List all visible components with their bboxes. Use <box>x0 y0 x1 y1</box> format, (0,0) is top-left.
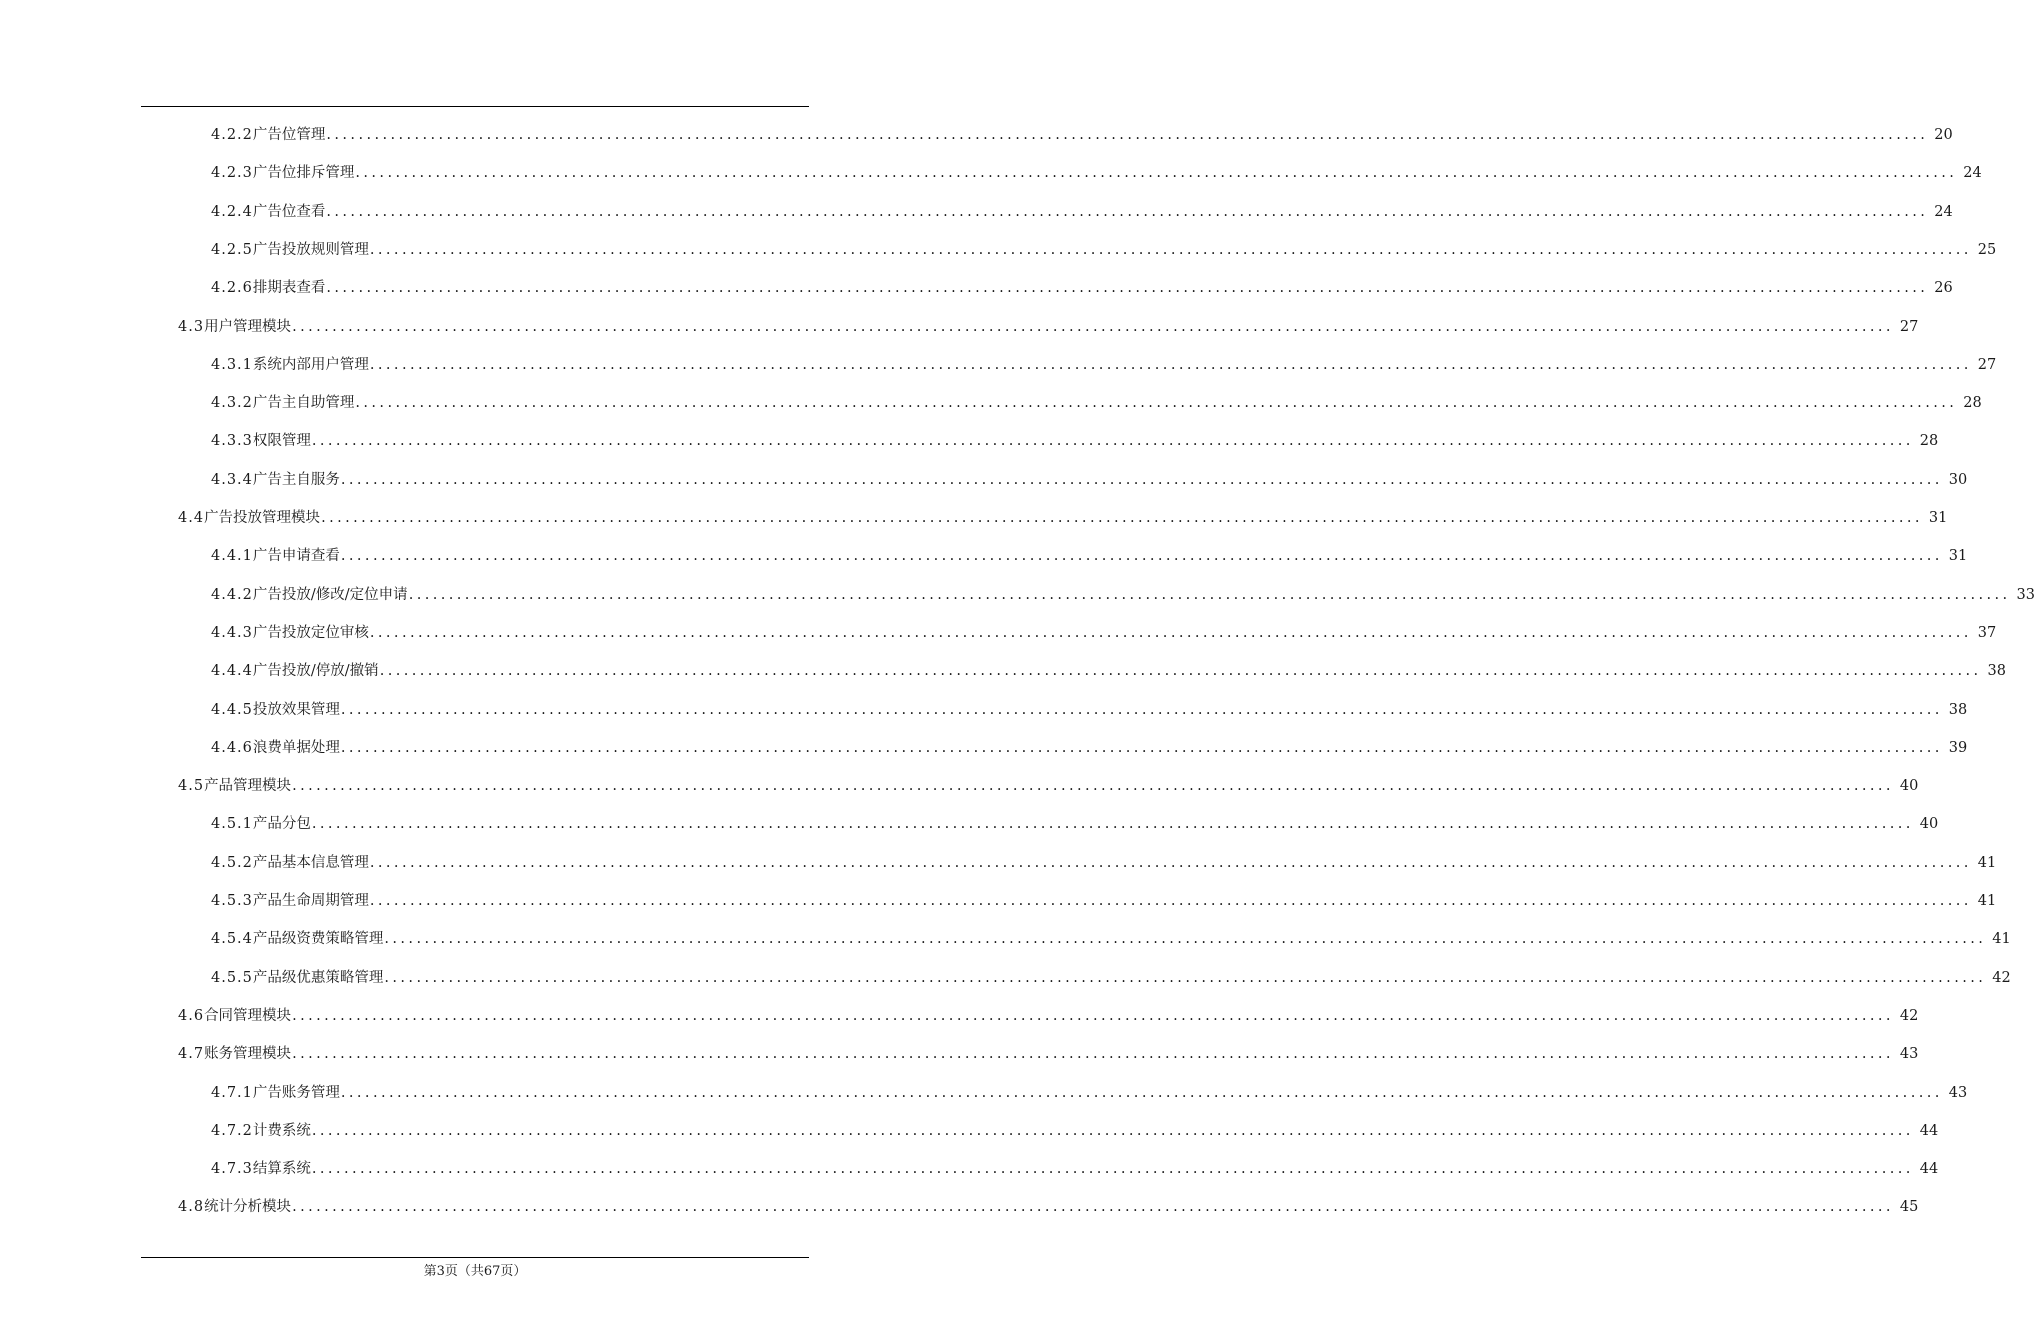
toc-entry[interactable] <box>178 499 1948 537</box>
toc-entry-title: 广告投放/停放/撤销 <box>252 663 379 680</box>
toc-entry-title: 广告投放规则管理 <box>252 241 369 258</box>
toc-entry[interactable] <box>211 537 1968 575</box>
toc-dot-leader: ........................................................................................................................................................................................................ <box>326 280 1929 297</box>
toc-entry[interactable] <box>211 346 1997 384</box>
toc-dot-leader: ........................................................................................................................................................................................................ <box>384 931 1987 948</box>
header-rule <box>141 106 809 107</box>
toc-entry[interactable] <box>178 767 1919 805</box>
toc-entry-title: 排期表查看 <box>252 280 326 297</box>
toc-dot-leader: ........................................................................................................................................................................................................ <box>292 1199 1894 1216</box>
toc-entry-title: 合同管理模块 <box>204 1007 292 1024</box>
toc-entry-number: 4.5.1 <box>211 816 253 833</box>
toc-entry-title: 产品级资费策略管理 <box>252 931 384 948</box>
toc-entry-title: 广告投放/修改/定位申请 <box>252 586 408 603</box>
toc-entry-page: 43 <box>1899 1046 1919 1063</box>
toc-entry-number: 4.7 <box>178 1046 205 1063</box>
toc-entry-page: 31 <box>1948 548 1968 565</box>
toc-entry[interactable] <box>211 1112 1939 1150</box>
toc-entry-page: 40 <box>1919 816 1939 833</box>
toc-entry-number: 4.7.3 <box>211 1161 253 1178</box>
toc-entry-number: 4.4.1 <box>211 548 253 565</box>
toc-dot-leader: ........................................................................................................................................................................................................ <box>321 510 1923 526</box>
toc-entry[interactable] <box>211 231 1997 269</box>
toc-entry-page: 38 <box>1987 663 2006 680</box>
toc-dot-leader: ........................................................................................................................................................................................................ <box>340 701 1943 718</box>
toc-entry-page: 33 <box>2016 586 2035 603</box>
toc-entry-page: 43 <box>1948 1084 1968 1101</box>
toc-entry-page: 39 <box>1948 739 1968 756</box>
toc-entry-number: 4.3.2 <box>211 395 253 412</box>
toc-entry-number: 4.7.2 <box>211 1122 253 1139</box>
toc-entry[interactable] <box>211 729 1968 767</box>
toc-dot-leader: ........................................................................................................................................................................................................ <box>369 893 1972 909</box>
toc-entry-number: 4.5.4 <box>211 931 253 948</box>
toc-entry-title: 统计分析模块 <box>204 1199 292 1216</box>
toc-entry[interactable] <box>211 461 1968 499</box>
footer-rule <box>141 1257 809 1258</box>
toc-dot-leader: ........................................................................................................................................................................................................ <box>340 471 1943 488</box>
toc-entry[interactable] <box>211 116 1953 154</box>
toc-entry-page: 45 <box>1899 1199 1919 1216</box>
toc-entry-title: 广告位管理 <box>252 127 326 143</box>
toc-entry-page: 40 <box>1899 778 1919 795</box>
toc-entry[interactable] <box>178 1035 1919 1073</box>
toc-entry-number: 4.2.4 <box>211 203 253 220</box>
toc-entry[interactable] <box>178 308 1919 346</box>
toc-entry[interactable] <box>211 959 2011 997</box>
toc-dot-leader: ........................................................................................................................................................................................................ <box>340 548 1943 565</box>
toc-dot-leader: ........................................................................................................................................................................................................ <box>292 318 1894 335</box>
toc-entry[interactable] <box>211 844 1997 882</box>
toc-entry[interactable] <box>178 1188 1919 1226</box>
toc-dot-leader: ........................................................................................................................................................................................................ <box>292 778 1894 795</box>
toc-dot-leader: ........................................................................................................................................................................................................ <box>311 1122 1914 1139</box>
toc-entry-title: 用户管理模块 <box>204 318 292 335</box>
toc-entry-number: 4.8 <box>178 1199 205 1216</box>
toc-entry[interactable] <box>211 614 1997 652</box>
toc-entry-title: 账务管理模块 <box>204 1046 292 1063</box>
toc-entry-title: 计费系统 <box>252 1122 311 1139</box>
toc-entry[interactable] <box>211 691 1968 729</box>
toc-dot-leader: ........................................................................................................................................................................................................ <box>369 854 1972 871</box>
toc-entry-number: 4.4.3 <box>211 624 253 641</box>
toc-entry-title: 广告账务管理 <box>252 1084 340 1101</box>
toc-entry-title: 产品级优惠策略管理 <box>252 969 384 986</box>
toc-entry-title: 产品分包 <box>252 816 311 833</box>
toc-entry-page: 24 <box>1963 165 1982 182</box>
toc-entry-title: 广告主自服务 <box>252 471 340 488</box>
toc-entry-page: 31 <box>1928 510 1948 526</box>
toc-entry-page: 20 <box>1934 127 1953 143</box>
toc-entry-title: 投放效果管理 <box>252 701 340 718</box>
toc-entry-title: 产品基本信息管理 <box>252 854 369 871</box>
toc-entry-number: 4.4.6 <box>211 739 253 756</box>
toc-dot-leader: ........................................................................................................................................................................................................ <box>369 356 1972 373</box>
toc-entry-page: 24 <box>1934 203 1953 220</box>
toc-entry[interactable] <box>211 576 2035 614</box>
toc-entry-number: 4.4.2 <box>211 586 253 603</box>
toc-entry-title: 权限管理 <box>252 433 311 450</box>
toc-entry-number: 4.2.3 <box>211 165 253 182</box>
toc-entry-page: 27 <box>1977 356 1997 373</box>
toc-entry-number: 4.5.5 <box>211 969 253 986</box>
toc-entry-number: 4.3.4 <box>211 471 253 488</box>
toc-entry-page: 28 <box>1919 433 1939 450</box>
toc-dot-leader: ........................................................................................................................................................................................................ <box>340 1084 1943 1101</box>
toc-entry[interactable] <box>211 1074 1968 1112</box>
toc-entry-number: 4.5.2 <box>211 854 253 871</box>
toc-entry-title: 广告投放定位审核 <box>252 624 369 641</box>
toc-entry-page: 28 <box>1963 395 1982 412</box>
toc-entry-number: 4.4 <box>178 510 205 526</box>
toc-entry-page: 38 <box>1948 701 1968 718</box>
toc-entry[interactable] <box>211 805 1939 843</box>
toc-entry-number: 4.4.5 <box>211 701 253 718</box>
toc-entry-page: 44 <box>1919 1122 1939 1139</box>
toc-entry-number: 4.3.3 <box>211 433 253 450</box>
toc-entry-title: 产品管理模块 <box>204 778 292 795</box>
toc-dot-leader: ........................................................................................................................................................................................................ <box>369 241 1972 258</box>
toc-dot-leader: ........................................................................................................................................................................................................ <box>311 433 1914 450</box>
toc-entry[interactable] <box>211 154 1982 192</box>
toc-entry-page: 37 <box>1977 624 1997 641</box>
toc-entry-number: 4.7.1 <box>211 1084 253 1101</box>
toc-entry-number: 4.2.2 <box>211 127 253 143</box>
toc-entry-number: 4.3 <box>178 318 205 335</box>
toc-dot-leader: ........................................................................................................................................................................................................ <box>408 586 2011 603</box>
toc-dot-leader: ........................................................................................................................................................................................................ <box>379 663 1982 680</box>
toc-entry-number: 4.2.6 <box>211 280 253 297</box>
page-footer: 第3页（共67页） <box>423 1264 527 1279</box>
toc-entry[interactable] <box>211 384 1982 422</box>
toc-entry[interactable] <box>211 269 1953 307</box>
toc-dot-leader: ........................................................................................................................................................................................................ <box>384 969 1987 986</box>
toc-entry-title: 浪费单据处理 <box>252 739 340 756</box>
toc-entry-page: 41 <box>1977 854 1997 871</box>
toc-entry-page: 41 <box>1992 931 2011 948</box>
toc-entry[interactable] <box>211 193 1953 231</box>
toc-entry-title: 结算系统 <box>252 1161 311 1178</box>
toc-entry-title: 产品生命周期管理 <box>252 893 369 909</box>
toc-entry[interactable] <box>178 997 1919 1035</box>
toc-entry-title: 广告位排斥管理 <box>252 165 355 182</box>
toc-entry-number: 4.5 <box>178 778 205 795</box>
toc-entry-number: 4.2.5 <box>211 241 253 258</box>
toc-entry[interactable] <box>211 422 1939 460</box>
toc-dot-leader: ........................................................................................................................................................................................................ <box>292 1007 1894 1024</box>
toc-dot-leader: ........................................................................................................................................................................................................ <box>292 1046 1894 1063</box>
toc-dot-leader: ........................................................................................................................................................................................................ <box>355 395 1958 412</box>
toc-entry-title: 广告主自助管理 <box>252 395 355 412</box>
toc-entry-page: 30 <box>1948 471 1968 488</box>
toc-entry-number: 4.4.4 <box>211 663 253 680</box>
toc-entry-number: 4.3.1 <box>211 356 253 373</box>
toc-entry-page: 42 <box>1992 969 2011 986</box>
toc-dot-leader: ........................................................................................................................................................................................................ <box>340 739 1943 756</box>
toc-dot-leader: ........................................................................................................................................................................................................ <box>311 816 1914 833</box>
toc-entry-title: 系统内部用户管理 <box>252 356 369 373</box>
toc-entry-page: 26 <box>1934 280 1953 297</box>
toc-entry-title: 广告申请查看 <box>252 548 340 565</box>
toc-entry-title: 广告位查看 <box>252 203 326 220</box>
toc-entry-page: 27 <box>1899 318 1919 335</box>
toc-entry-page: 25 <box>1977 241 1997 258</box>
toc-entry-page: 42 <box>1899 1007 1919 1024</box>
toc-dot-leader: ........................................................................................................................................................................................................ <box>355 165 1958 182</box>
toc-entry[interactable] <box>211 1150 1939 1188</box>
toc-entry-page: 44 <box>1919 1161 1939 1178</box>
toc-entry-page: 41 <box>1977 893 1997 909</box>
toc-entry-number: 4.5.3 <box>211 893 253 909</box>
toc-dot-leader: ........................................................................................................................................................................................................ <box>326 203 1929 220</box>
toc-entry[interactable] <box>211 882 1997 920</box>
toc-dot-leader: ........................................................................................................................................................................................................ <box>326 127 1929 143</box>
toc-entry-title: 广告投放管理模块 <box>204 510 321 526</box>
toc-entry[interactable] <box>211 652 2006 690</box>
toc-dot-leader: ........................................................................................................................................................................................................ <box>369 624 1972 641</box>
toc-entry[interactable] <box>211 920 2011 958</box>
toc-dot-leader: ........................................................................................................................................................................................................ <box>311 1161 1914 1178</box>
toc-entry-number: 4.6 <box>178 1007 205 1024</box>
